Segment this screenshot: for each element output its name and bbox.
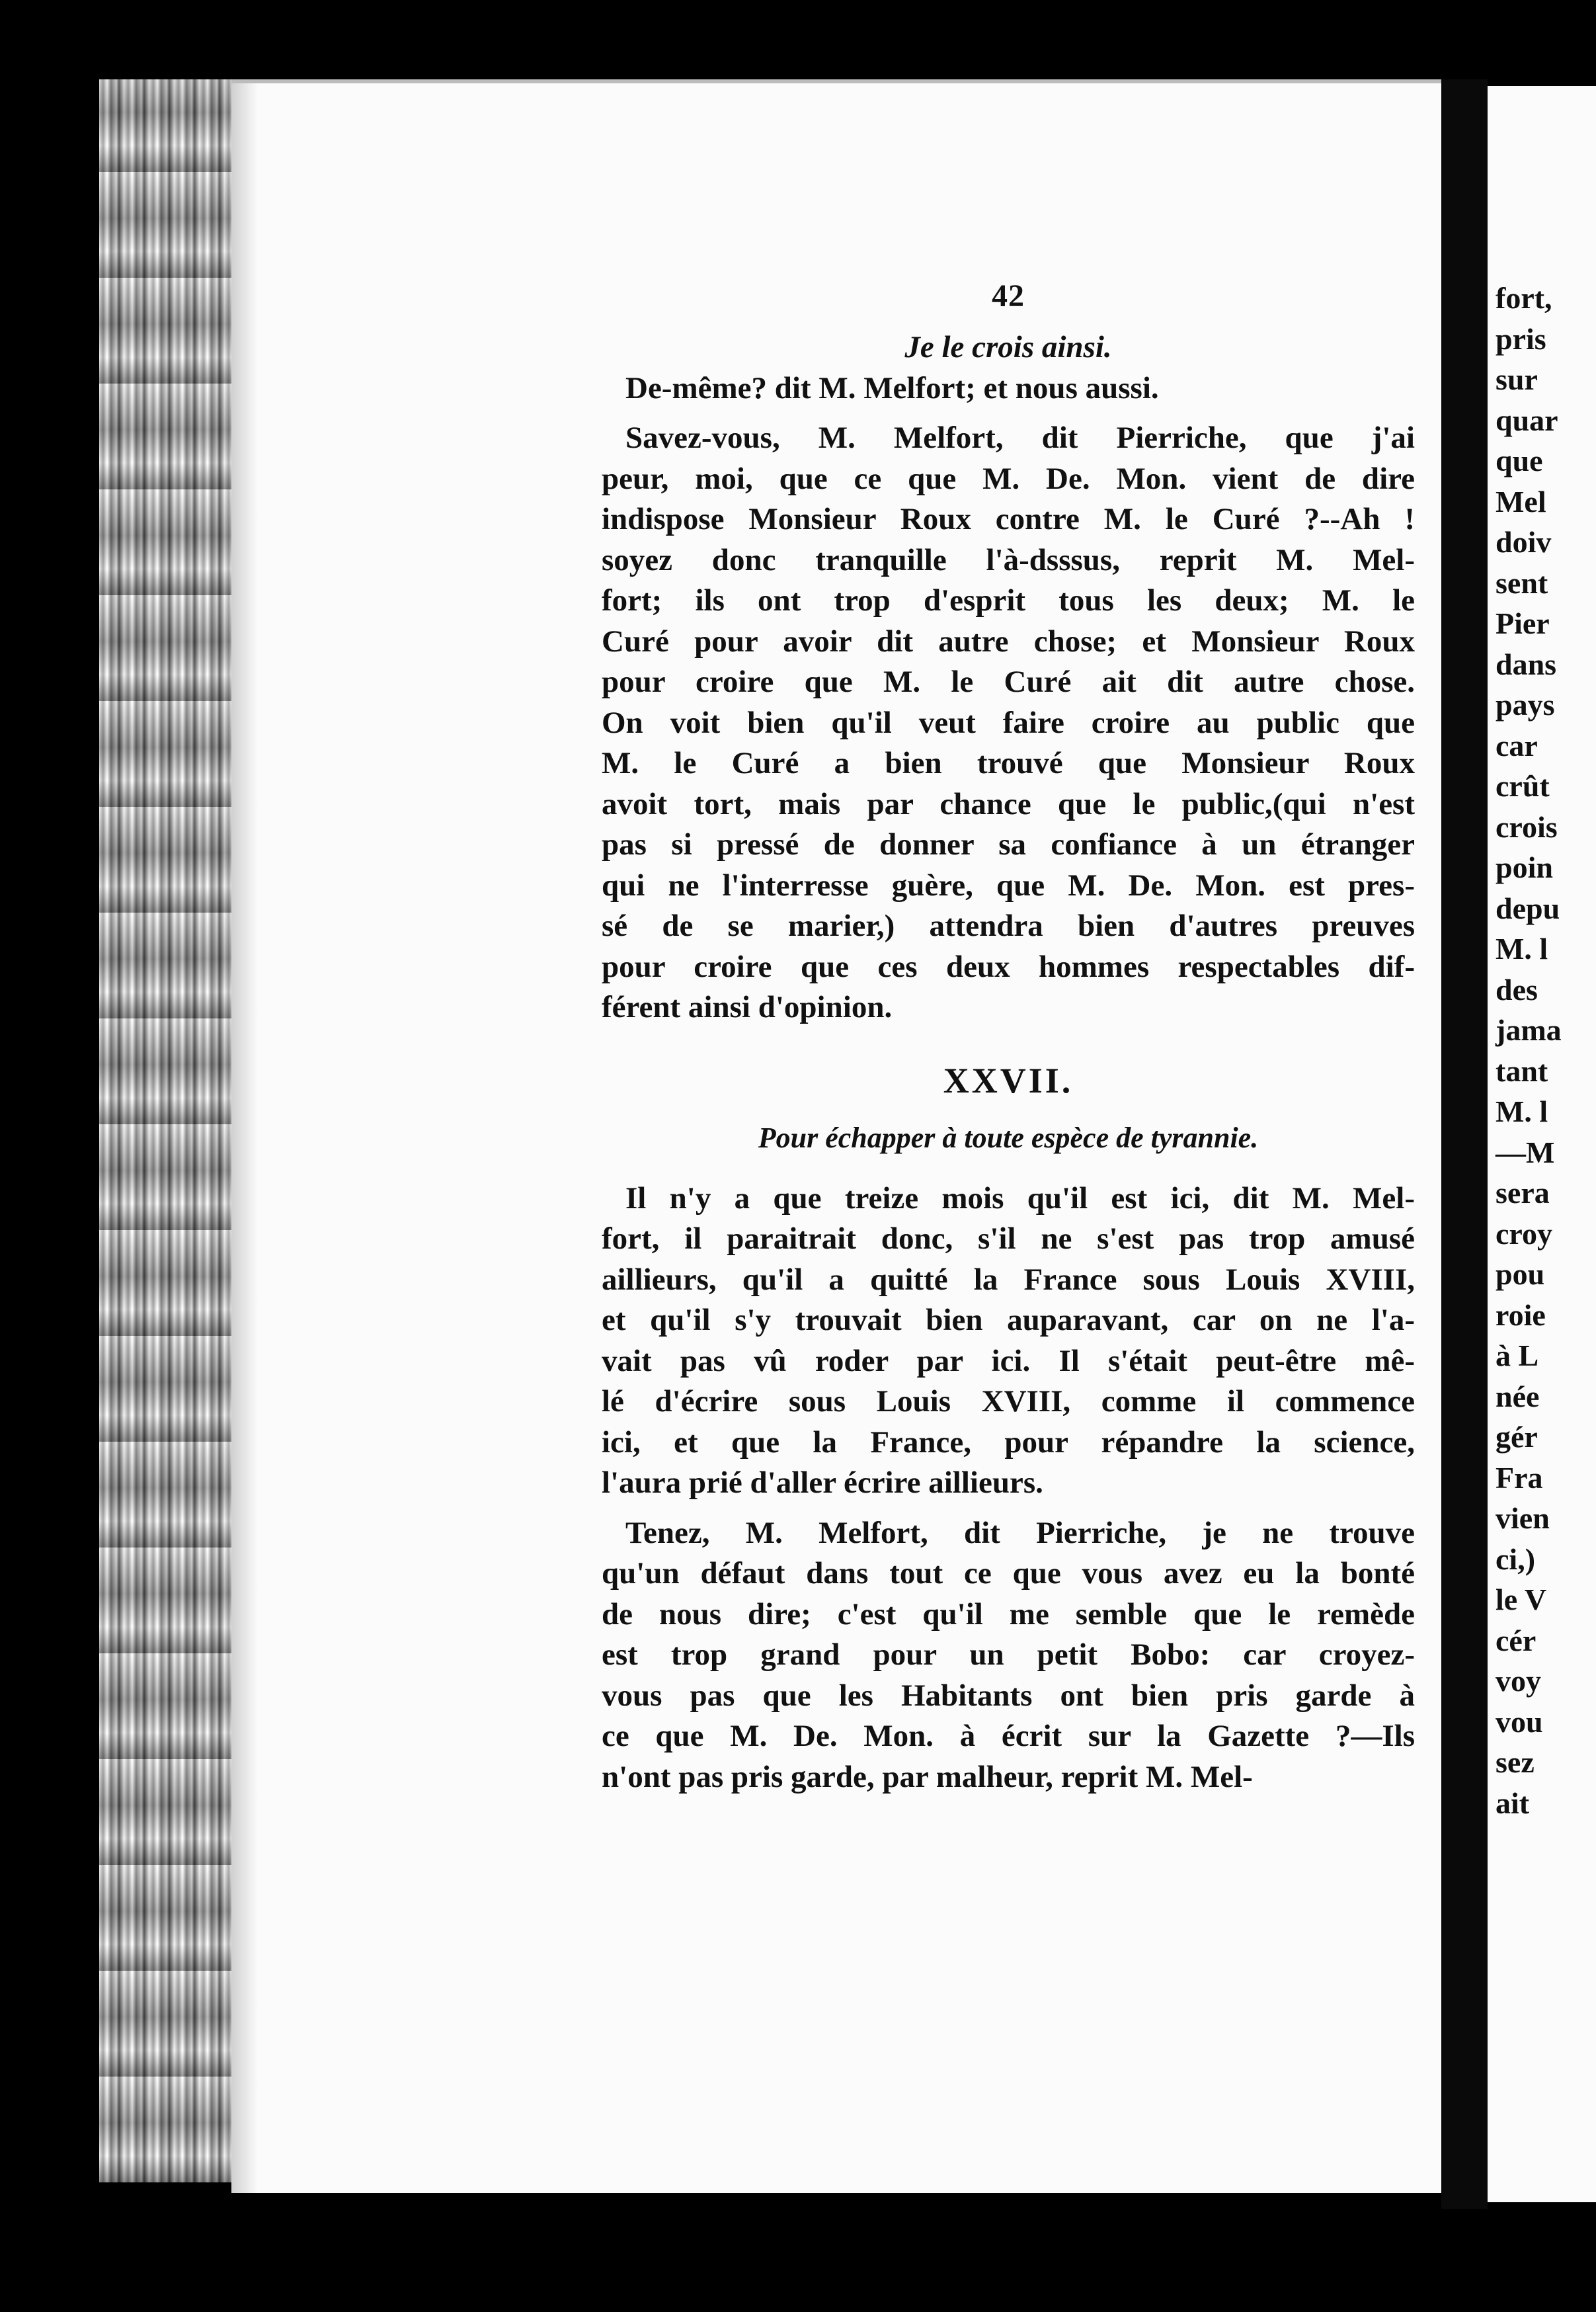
next-page-fragment: pris [1496, 321, 1546, 356]
next-page-fragment: ci,) [1496, 1542, 1536, 1576]
next-page-fragment: Pier [1496, 606, 1550, 640]
text-line: et qu'il s'y trouvait bien auparavant, car on ne l'a- [602, 1303, 1415, 1337]
text-line: qu'un défaut dans tout ce que vous avez eu la bonté [602, 1556, 1415, 1590]
text-line: ce que M. De. Mon. à écrit sur la Gazette ?—Ils [602, 1719, 1415, 1753]
text-line: On voit bien qu'il veut faire croire au public que [602, 705, 1415, 740]
next-page-fragment: sur [1496, 362, 1538, 396]
text-line: pour croire que ces deux hommes respectables dif- [602, 949, 1415, 984]
next-page-fragment: à L [1496, 1339, 1539, 1372]
paragraph-4 [602, 1513, 1415, 1798]
next-page-fragment: des [1496, 972, 1538, 1007]
text-line: de nous dire; c'est qu'il me semble que le remède [602, 1596, 1415, 1631]
text-line: Il n'y a que treize mois qu'il est ici, dit M. Mel- [625, 1180, 1415, 1216]
next-page-fragment: cér [1496, 1623, 1536, 1657]
next-page-fragment: née [1496, 1379, 1540, 1413]
paragraph-1 [602, 368, 1415, 409]
next-page-fragment: car [1496, 728, 1538, 763]
text-line: Savez-vous, M. Melfort, dit Pierriche, que j'ai [625, 421, 1415, 455]
text-line: qui ne l'interresse guère, que M. De. Mon. est pres- [602, 868, 1415, 903]
text-line: De-même? dit M. Melfort; et nous aussi. [625, 370, 1159, 405]
next-page-fragment: croy [1496, 1216, 1553, 1251]
next-page-fragment: vou [1496, 1704, 1543, 1739]
next-page-fragment: depu [1496, 891, 1560, 925]
next-page-fragment: pays [1496, 688, 1555, 722]
next-page-fragment: ait [1496, 1786, 1530, 1820]
next-page-fragment: voy [1496, 1664, 1541, 1698]
text-line: peur, moi, que ce que M. De. Mon. vient de dire [602, 461, 1415, 496]
paragraph-2 [602, 418, 1415, 1028]
text-line: lé d'écrire sous Louis XVIII, comme il commence [602, 1384, 1415, 1419]
next-page-fragment: tant [1496, 1053, 1548, 1088]
next-page-fragment: gér [1496, 1420, 1538, 1454]
gutter [1441, 79, 1488, 2209]
next-page-fragments [1496, 278, 1562, 1823]
section-heading: XXVII. [943, 1060, 1074, 1100]
next-page-fragment: Mel [1496, 484, 1546, 518]
text-line: ici, et que la France, pour répandre la science, [602, 1424, 1415, 1460]
text-line: sé de se marier,) attendra bien d'autres preuves [602, 909, 1415, 943]
next-page-fragment: que [1496, 444, 1543, 477]
text-line: est trop grand pour un petit Bobo: car croyez- [602, 1637, 1415, 1672]
next-page-fragment: —M [1496, 1135, 1555, 1169]
next-page-fragment: crois [1496, 809, 1558, 844]
next-page-fragment: vien [1496, 1501, 1550, 1535]
next-page-fragment: sent [1496, 565, 1548, 600]
text-line: pour croire que M. le Curé ait dit autre chose. [602, 665, 1415, 699]
text-line: vous pas que les Habitants ont bien pris garde à [602, 1678, 1415, 1713]
paragraph-3 [602, 1178, 1415, 1504]
text-line: fort; ils ont trop d'esprit tous les deux; M. le [602, 583, 1415, 618]
text-line: vait pas vû roder par ici. Il s'était peut-être mê- [602, 1343, 1415, 1378]
next-page-fragment: roie [1496, 1298, 1546, 1332]
text-line: avoit tort, mais par chance que le public,(qui n'est [602, 786, 1415, 821]
text-line: M. le Curé a bien trouvé que Monsieur Roux [602, 746, 1415, 780]
text-line: Tenez, M. Melfort, dit Pierriche, je ne trouve [625, 1515, 1415, 1550]
text-line: férent ainsi d'opinion. [602, 990, 893, 1024]
next-page-fragment: M. l [1496, 932, 1548, 966]
next-page-fragment: fort, [1496, 281, 1552, 315]
next-page-fragment: pou [1496, 1257, 1545, 1291]
next-page-fragment: sera [1496, 1176, 1550, 1210]
next-page-fragment: jama [1496, 1013, 1562, 1047]
next-page-fragment: doiv [1496, 525, 1552, 559]
text-line: l'aura prié d'aller écrire aillieurs. [602, 1466, 1043, 1500]
page-number: 42 [992, 278, 1025, 313]
next-page-fragment: sez [1496, 1745, 1535, 1779]
text-line: indispose Monsieur Roux contre M. le Curé ?--Ah ! [602, 502, 1415, 536]
opening-line: Je le crois ainsi. [904, 330, 1112, 364]
text-line: Curé pour avoir dit autre chose; et Monsieur Roux [602, 624, 1415, 659]
next-page-fragment: Fra [1496, 1460, 1543, 1495]
text-line: fort, il paraitrait donc, s'il ne s'est pas trop amusé [602, 1221, 1415, 1256]
section-subheading: Pour échapper à toute espèce de tyrannie. [758, 1121, 1259, 1154]
next-page-fragment: quar [1496, 403, 1558, 437]
next-page-fragment: crût [1496, 769, 1550, 803]
text-line: pas si pressé de donner sa confiance à un étranger [602, 827, 1415, 862]
next-page-fragment: le V [1496, 1583, 1547, 1616]
next-page-fragment: M. l [1496, 1094, 1548, 1128]
text-line: aillieurs, qu'il a quitté la France sous Louis XVIII, [602, 1262, 1415, 1297]
next-page-fragment: poin [1496, 850, 1553, 884]
page-text [602, 192, 1415, 1797]
text-line: n'ont pas pris garde, par malheur, reprit M. Mel- [602, 1759, 1253, 1794]
next-page-fragment: dans [1496, 647, 1557, 681]
text-line: soyez donc tranquille l'à-dsssus, reprit M. Mel- [602, 542, 1415, 577]
